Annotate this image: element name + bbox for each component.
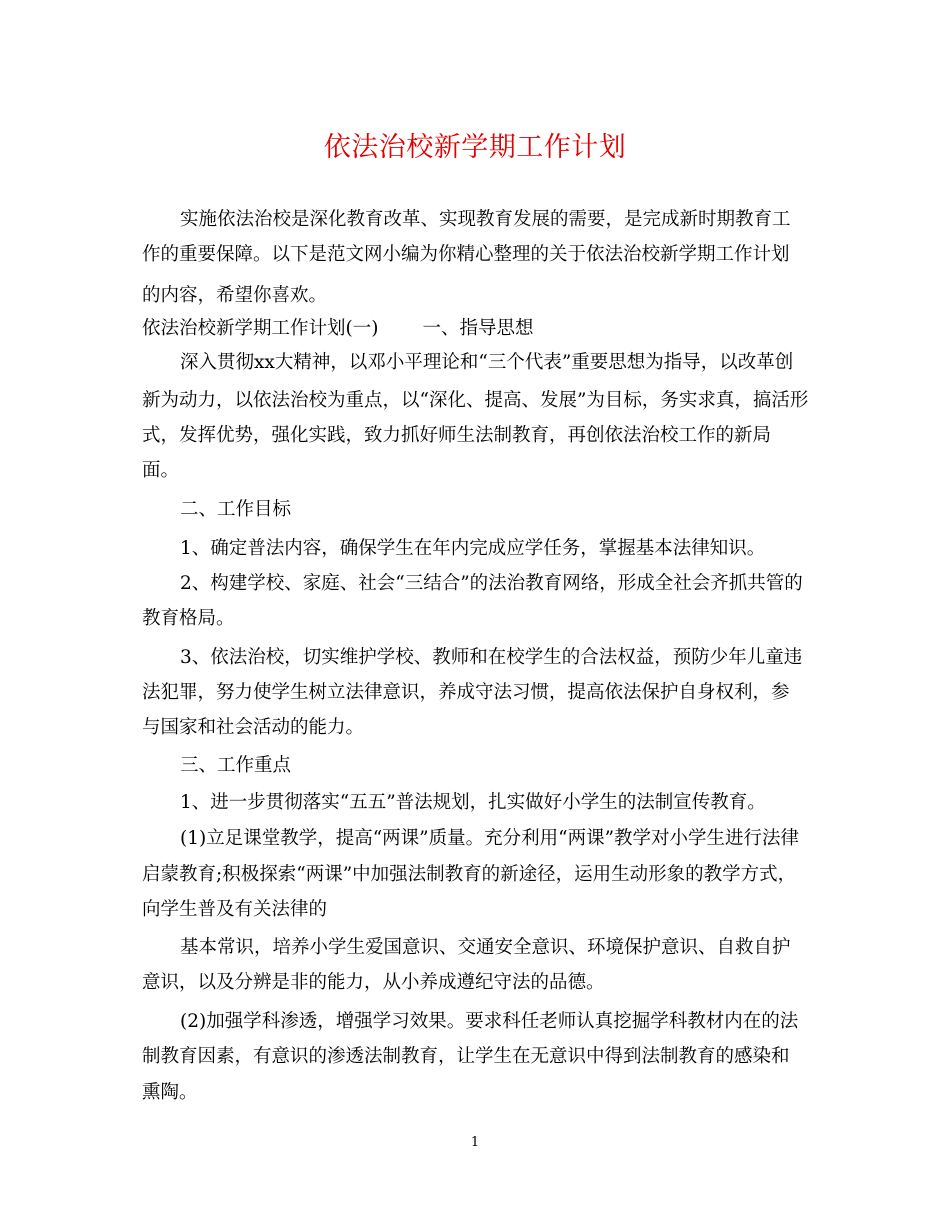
paragraph-line: 作的重要保障。以下是范文网小编为你精心整理的关于依法治校新学期工作计划 [142, 244, 790, 265]
page-number: 1 [470, 1135, 480, 1150]
section-heading: 二、工作目标 [180, 499, 292, 520]
paragraph-line: 与国家和社会活动的能力。 [142, 717, 365, 738]
paragraph-line: 基本常识，培养小学生爱国意识、交通安全意识、环境保护意识、自救自护 [180, 937, 791, 958]
plan-subtitle: 依法治校新学期工作计划(一) [142, 318, 379, 339]
paragraph-line: 面。 [142, 460, 180, 481]
paragraph-line: 熏陶。 [142, 1082, 198, 1103]
paragraph-line: 2、构建学校、家庭、社会“三结合”的法治教育网络，形成全社会齐抓共管的 [180, 573, 803, 594]
paragraph-line: 向学生普及有关法律的 [142, 899, 328, 920]
paragraph-line: 1、进一步贯彻落实“五五”普法规划，扎实做好小学生的法制宣传教育。 [180, 792, 766, 813]
section-heading: 一、指导思想 [422, 318, 534, 339]
paragraph-line: 意识，以及分辨是非的能力，从小养成遵纪守法的品德。 [142, 972, 605, 993]
paragraph-line: (1)立足课堂教学，提高“两课”质量。充分利用“两课”教学对小学生进行法律 [180, 828, 800, 849]
paragraph-line: 法犯罪，努力使学生树立法律意识，养成守法习惯，提高依法保护自身权利，参 [142, 682, 790, 703]
paragraph-line: 的内容，希望你喜欢。 [142, 285, 328, 306]
document-title: 依法治校新学期工作计划 [323, 132, 627, 163]
section-heading-line [142, 316, 533, 342]
section-heading: 三、工作重点 [180, 755, 292, 776]
paragraph-line: 深入贯彻xx大精神，以邓小平理论和“三个代表”重要思想为指导，以改革创 [180, 352, 794, 373]
paragraph-line: 制教育因素，有意识的渗透法制教育，让学生在无意识中得到法制教育的感染和 [142, 1046, 790, 1067]
paragraph-line: 3、依法治校，切实维护学校、教师和在校学生的合法权益，预防少年儿童违 [180, 647, 803, 668]
paragraph-line: 新为动力，以依法治校为重点，以“深化、提高、发展”为目标，务实求真，搞活形 [142, 390, 809, 411]
paragraph-line: 实施依法治校是深化教育改革、实现教育发展的需要，是完成新时期教育工 [180, 209, 791, 230]
paragraph-line: 式，发挥优势，强化实践，致力抓好师生法制教育，再创依法治校工作的新局 [142, 425, 772, 446]
paragraph-line: 启蒙教育;积极探索“两课”中加强法制教育的新途径，运用生动形象的教学方式， [142, 864, 797, 885]
paragraph-line: 1、确定普法内容，确保学生在年内完成应学任务，掌握基本法律知识。 [180, 538, 766, 559]
paragraph-line: 教育格局。 [142, 608, 235, 629]
paragraph-line: (2)加强学科渗透，增强学习效果。要求科任老师认真挖掘学科教材内在的法 [180, 1011, 799, 1032]
